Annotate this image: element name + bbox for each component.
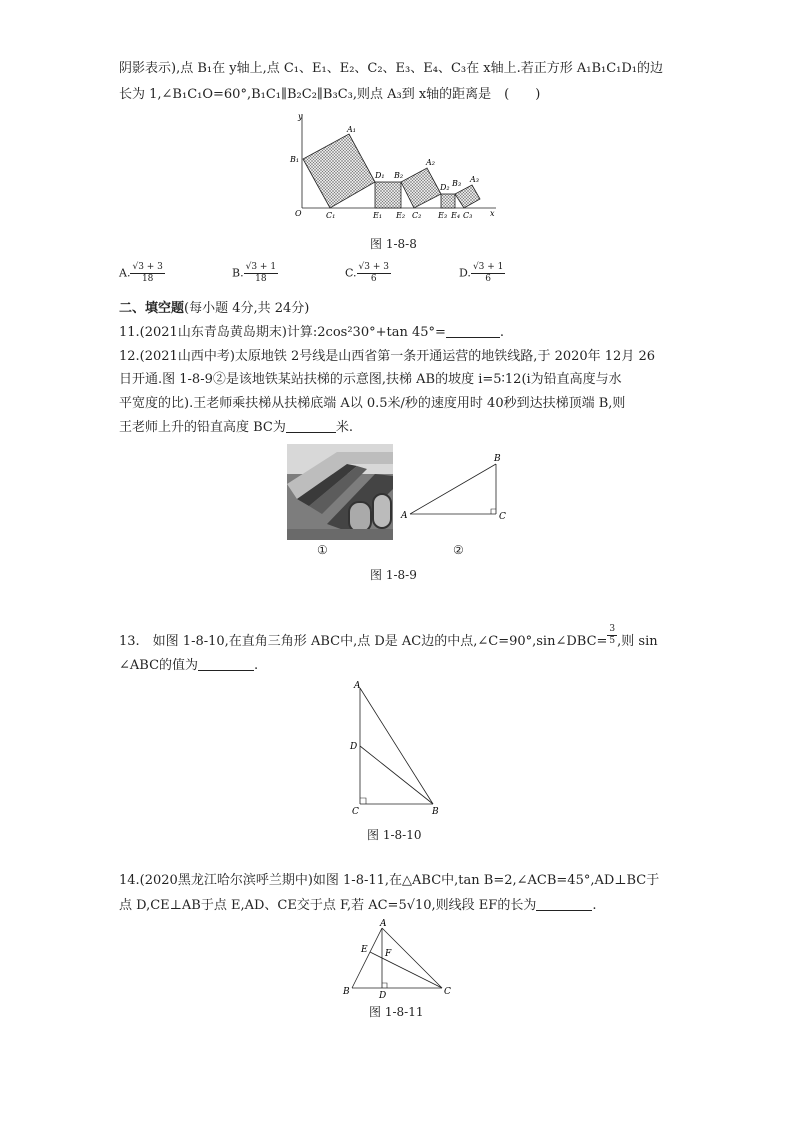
- label-E: E: [361, 945, 368, 955]
- option-d[interactable]: D. $\frac{√3 + 1}{6}$: [459, 262, 504, 284]
- label-C1: C₁: [326, 211, 336, 220]
- label-B1: B₁: [290, 155, 300, 164]
- label-A: A: [380, 919, 387, 929]
- label-x: x: [490, 209, 495, 218]
- figure-caption-1-8-11: 图 1-8-11: [369, 1005, 424, 1019]
- label-D: D: [379, 991, 387, 1000]
- label-A: A: [401, 511, 408, 521]
- square-e1e2: [375, 182, 401, 208]
- figure-1-8-10: [345, 678, 445, 818]
- q11-answer-blank[interactable]: [446, 325, 500, 338]
- label-B: B: [432, 807, 439, 817]
- label-A3: A₃: [470, 175, 479, 184]
- label-B3: B₃: [452, 179, 462, 188]
- option-a[interactable]: A. $\frac{√3 + 3}{18}$: [119, 262, 163, 284]
- label-E4: E₄: [451, 211, 461, 220]
- q12-text-line1: 12.(2021山西中考)太原地铁 2号线是山西省第一条开通运营的地铁线路,于 2020年 12月 26: [119, 349, 656, 364]
- option-c[interactable]: C. $\frac{√3 + 3}{6}$: [345, 262, 389, 284]
- q13-answer-blank[interactable]: [198, 658, 254, 671]
- section-heading: 二、填空题(每小题 4分,共 24分): [119, 301, 310, 316]
- escalator-diagram: [398, 452, 513, 522]
- label-F: F: [385, 949, 392, 959]
- q10-text-line1: 阴影表示),点 B₁在 y轴上,点 C₁、E₁、E₂、C₂、E₃、E₄、C₃在 x轴上.若正方形 A₁B₁C₁D₁的边: [119, 61, 664, 76]
- q14-text-line2: 点 D,CE⊥AB于点 E,AD、CE交于点 F,若 AC=5√10,则线段 EF的长为 .: [119, 898, 597, 913]
- label-C2: C₂: [412, 211, 422, 220]
- square-a2b2c2: [401, 168, 441, 208]
- label-E1: E₁: [373, 211, 383, 220]
- label-O: O: [295, 209, 302, 218]
- label-D2: D₂: [440, 183, 450, 192]
- label-A: A: [354, 681, 361, 691]
- figure-1-8-11: [338, 918, 458, 1000]
- q12-text-line4: 王老师上升的铅直高度 BC为 米.: [119, 420, 354, 435]
- label-C: C: [444, 987, 451, 997]
- escalator-photo: [287, 444, 393, 540]
- label-A2: A₂: [426, 158, 435, 167]
- q12-text-line2: 日开通.图 1-8-9②是该地铁某站扶梯的示意图,扶梯 AB的坡度 i=5∶12(i为铅直高度与水: [119, 372, 622, 387]
- figure-1-8-8: [288, 110, 503, 222]
- figure-caption-1-8-9: 图 1-8-9: [370, 568, 417, 582]
- square-a3b3c3: [455, 185, 480, 208]
- label-C: C: [499, 512, 506, 522]
- label-E3: E₃: [438, 211, 448, 220]
- q10-text-line2: 长为 1,∠B₁C₁O=60°,B₁C₁∥B₂C₂∥B₃C₃,则点 A₃到 x轴的距离是 ( ): [119, 87, 541, 102]
- label-B: B: [494, 454, 501, 464]
- square-a1b1c1d1: [303, 134, 375, 208]
- q14-text-line1: 14.(2020黑龙江哈尔滨呼兰期中)如图 1-8-11,在△ABC中,tan B=2,∠ACB=45°,AD⊥BC于: [119, 873, 660, 888]
- label-D: D: [350, 742, 358, 752]
- label-D1: D₁: [375, 171, 385, 180]
- label-y: y: [298, 112, 303, 121]
- q13-text-line2: ∠ABC的值为 .: [119, 658, 259, 673]
- label-B: B: [343, 987, 350, 997]
- label-A1: A₁: [347, 125, 356, 134]
- subfigure-label-1: ①: [317, 543, 328, 557]
- label-C3: C₃: [463, 211, 473, 220]
- q11-text: 11.(2021山东青岛黄岛期末)计算:2cos²30°+tan 45°= .: [119, 325, 505, 340]
- label-E2: E₂: [396, 211, 406, 220]
- q12-text-line3: 平宽度的比).王老师乘扶梯从扶梯底端 A以 0.5米/秒的速度用时 40秒到达扶梯顶端 B,则: [119, 396, 626, 411]
- q14-answer-blank[interactable]: [536, 898, 592, 911]
- label-C: C: [352, 807, 359, 817]
- q13-text-line1: 13. 如图 1-8-10,在直角三角形 ABC中,点 D是 AC边的中点,∠C=90°,sin∠DBC= $\frac{3}{5}$ ,则 sin: [119, 624, 658, 649]
- figure-caption-1-8-10: 图 1-8-10: [367, 828, 422, 842]
- square-e3e4: [441, 194, 455, 208]
- q12-answer-blank[interactable]: [286, 420, 336, 433]
- label-B2: B₂: [394, 171, 404, 180]
- subfigure-label-2: ②: [453, 543, 464, 557]
- figure-caption-1-8-8: 图 1-8-8: [370, 237, 417, 251]
- option-b[interactable]: B. $\frac{√3 + 1}{18}$: [232, 262, 277, 284]
